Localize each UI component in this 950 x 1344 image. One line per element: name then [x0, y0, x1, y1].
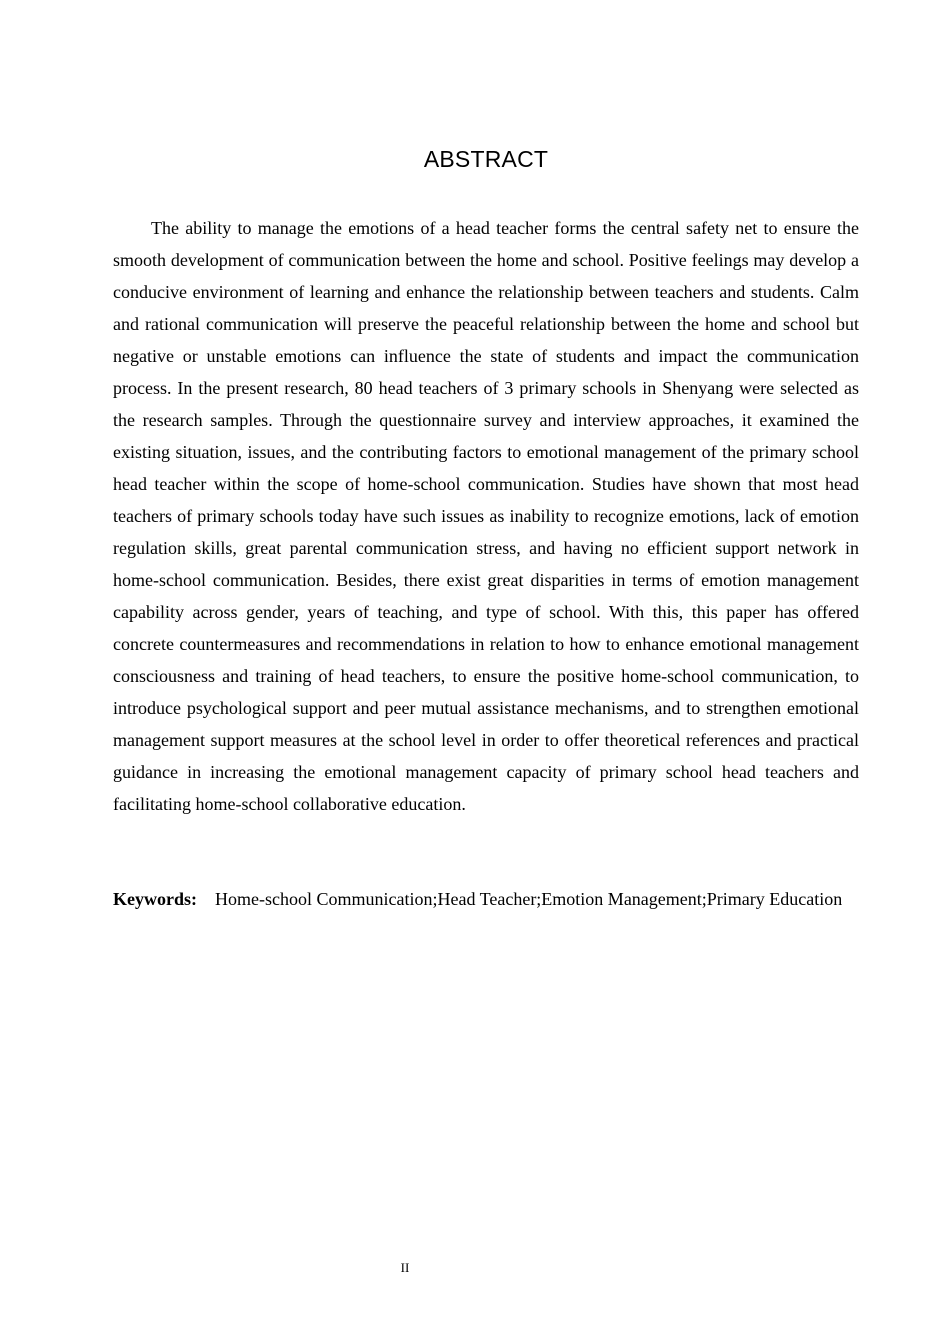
keywords-text: Home-school Communication;Head Teacher;Emotion Management;Primary Education: [215, 889, 843, 909]
keywords-spacer: [197, 889, 215, 909]
page-number: II: [400, 1260, 410, 1275]
abstract-body: The ability to manage the emotions of a head teacher forms the central safety net to ensure the smooth development of communication between the home and school. Positive feelings may develop a conducive environment of learning and enhance the relationship between teachers and students. Calm and rational communication will preserve the peaceful relationship between the home and school but negative or unstable emotions can influence the state of students and impact the communication process. In the present research, 80 head teachers of 3 primary schools in Shenyang were selected as the research samples. Through the questionnaire survey and interview approaches, it examined the existing situation, issues, and the contributing factors to emotional management of the primary school head teacher within the scope of home-school communication. Studies have shown that most head teachers of primary schools today have such issues as inability to recognize emotions, lack of emotion regulation skills, great parental communication stress, and having no efficient support network in home-school communication. Besides, there exist great disparities in terms of emotion management capability across gender, years of teaching, and type of school. With this, this paper has offered concrete countermeasures and recommendations in relation to how to enhance emotional management consciousness and training of head teachers, to ensure the positive home-school communication, to introduce psychological support and peer mutual assistance mechanisms, and to strengthen emotional management support measures at the school level in order to offer theoretical references and practical guidance in increasing the emotional management capacity of primary school head teachers and facilitating home-school collaborative education.: [113, 218, 859, 814]
abstract-title: ABSTRACT: [423, 146, 549, 172]
keywords-label: Keywords:: [113, 889, 197, 909]
keywords-line: [113, 883, 859, 915]
